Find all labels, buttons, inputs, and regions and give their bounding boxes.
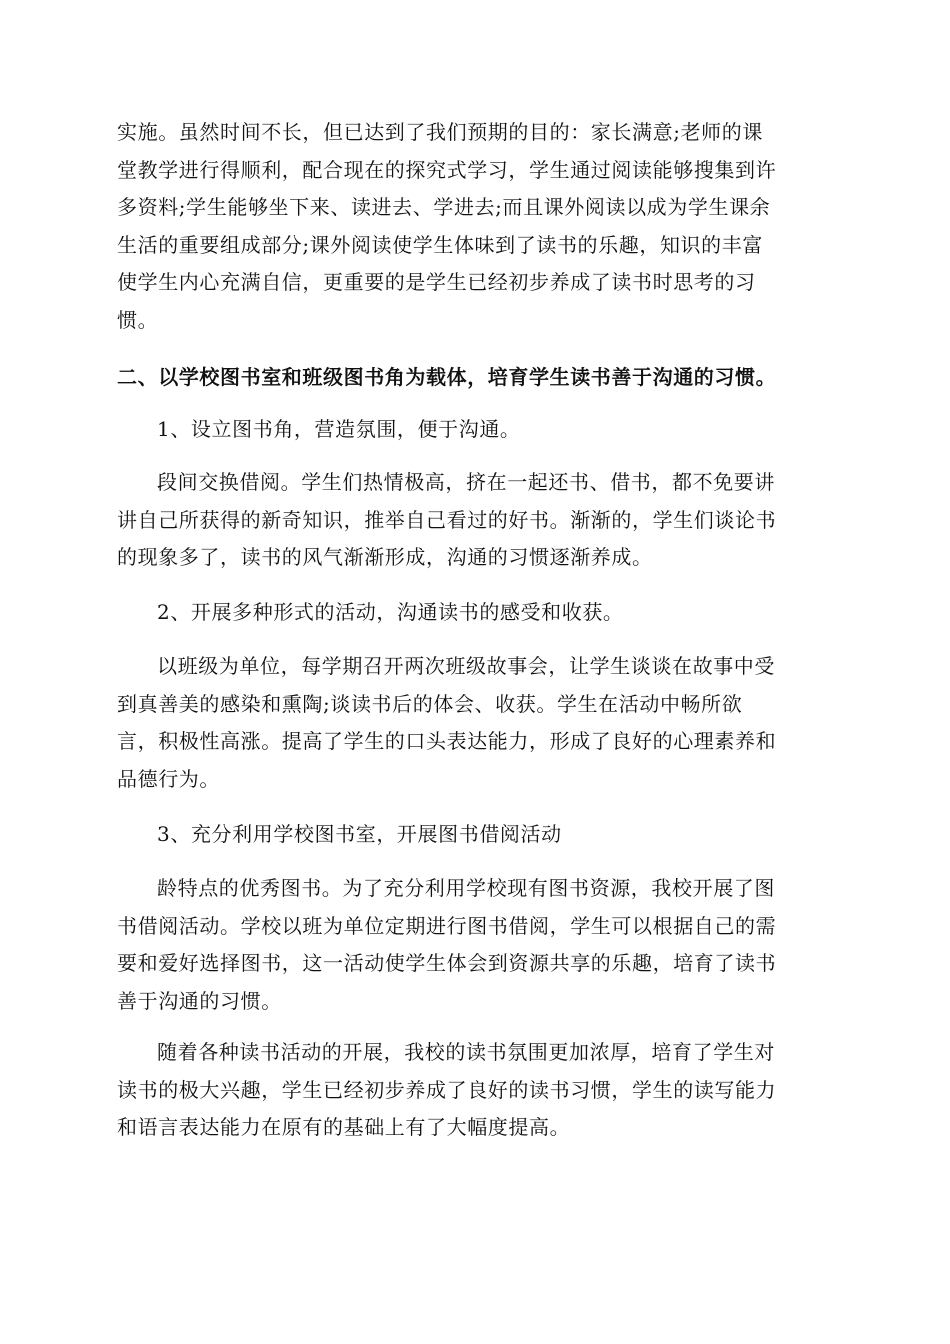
text-line: 龄特点的优秀图书。为了充分利用学校现有图书资源，我校开展了图 (157, 876, 775, 900)
text-line: 读书的极大兴趣，学生已经初步养成了良好的读书习惯，学生的读写能力 (117, 1077, 777, 1102)
text-line: 随着各种读书活动的开展，我校的读书氛围更加浓厚，培育了学生对 (157, 1040, 775, 1064)
text-line: 堂教学进行得顺利，配合现在的探究式学习，学生通过阅读能够搜集到许 (117, 157, 777, 182)
text-line: 要和爱好选择图书，这一活动使学生体会到资源共享的乐趣，培育了读书 (117, 951, 777, 975)
text-line: 惯。 (117, 307, 159, 332)
paragraph-book-exchange (117, 464, 837, 577)
text-line: 的现象多了，读书的风气渐渐形成，沟通的习惯逐渐养成。 (117, 545, 653, 569)
text-line: 和语言表达能力在原有的基础上有了大幅度提高。 (117, 1115, 571, 1139)
text-line: 以班级为单位，每学期召开两次班级故事会，让学生谈谈在故事中受 (157, 654, 775, 678)
subheading-book-corner: 1、设立图书角，营造氛围，便于沟通。 (157, 417, 521, 441)
text-line: 品德行为。 (117, 766, 220, 791)
paragraph-conclusion (117, 1034, 837, 1147)
subheading-library-lending: 3、充分利用学校图书室，开展图书借阅活动 (157, 822, 562, 846)
text-line: 生活的重要组成部分;课外阅读使学生体味到了读书的乐趣，知识的丰富 (117, 232, 763, 257)
text-line: 善于沟通的习惯。 (117, 988, 282, 1013)
text-line: 多资料;学生能够坐下来、读进去、学进去;而且课外阅读以成为学生课余 (117, 195, 771, 219)
paragraph-story-meeting (117, 648, 837, 798)
paragraph-implementation-results (117, 114, 837, 339)
text-line: 书借阅活动。学校以班为单位定期进行图书借阅，学生可以根据自己的需 (117, 913, 777, 938)
subheading-activities: 2、开展多种形式的活动，沟通读书的感受和收获。 (157, 600, 624, 624)
paragraph-library-books (117, 870, 837, 1020)
section-heading: 二、以学校图书室和班级图书角为载体，培育学生读书善于沟通的习惯。 (117, 365, 777, 389)
text-line: 实施。虽然时间不长，但已达到了我们预期的目的：家长满意;老师的课 (117, 120, 763, 144)
text-line: 言，积极性高涨。提高了学生的口头表达能力，形成了良好的心理素养和 (117, 729, 777, 753)
text-line: 到真善美的感染和熏陶;谈读书后的体会、收获。学生在活动中畅所欲 (117, 691, 743, 716)
text-line: 段间交换借阅。学生们热情极高，挤在一起还书、借书，都不免要讲 (157, 470, 775, 494)
text-line: 使学生内心充满自信，更重要的是学生已经初步养成了读书时思考的习 (117, 270, 756, 294)
text-line: 讲自己所获得的新奇知识，推举自己看过的好书。渐渐的，学生们谈论书 (117, 507, 777, 532)
